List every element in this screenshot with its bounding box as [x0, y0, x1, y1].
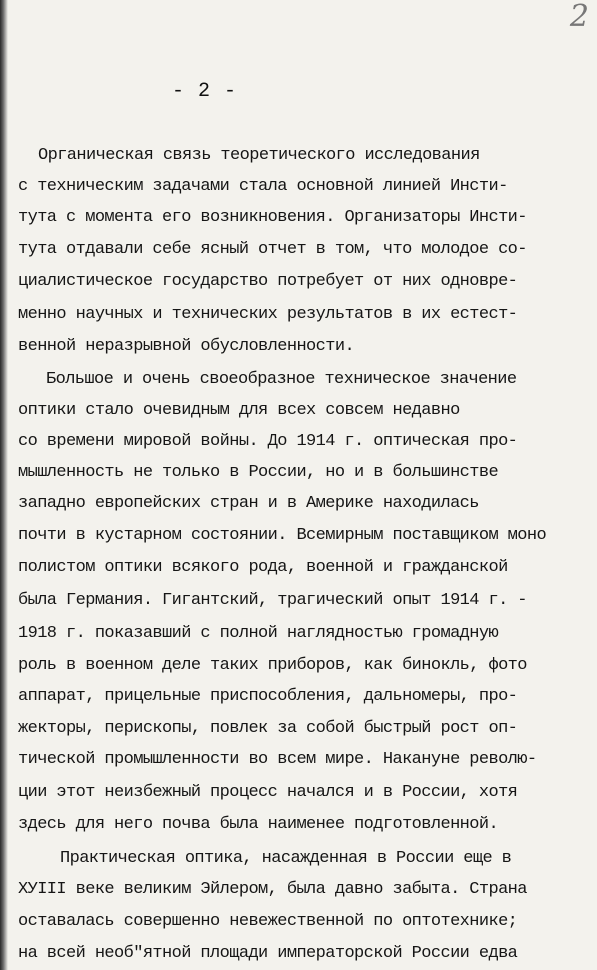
- text-line: аппарат, прицельные приспособления, дальномеры, про-: [18, 687, 518, 706]
- text-line: Большое и очень своеобразное техническое значение: [46, 370, 517, 389]
- text-line: оставалась совершенно невежественной по оптотехнике;: [18, 912, 518, 931]
- text-line: тической промышленности во всем мире. Накануне револю-: [18, 750, 537, 769]
- text-line: ции этот неизбежный процесс начался и в России, хотя: [18, 783, 518, 802]
- text-line: роль в военном деле таких приборов, как бинокль, фото: [18, 656, 527, 675]
- text-line: со времени мировой войны. До 1914 г. оптическая про-: [18, 432, 518, 451]
- text-line: оптики стало очевидным для всех совсем недавно: [18, 401, 460, 420]
- text-line: циалистическое государство потребует от них одновре-: [18, 272, 518, 291]
- text-line: венной неразрывной обусловленности.: [18, 337, 355, 356]
- text-line: западно европейских стран и в Америке находилась: [18, 494, 479, 513]
- text-line: Практическая оптика, насажденная в России еще в: [60, 849, 512, 868]
- text-line: жекторы, перископы, повлек за собой быстрый рост оп-: [18, 719, 518, 738]
- text-line: тута отдавали себе ясный отчет в том, что молодое со-: [18, 240, 527, 259]
- text-line: была Германия. Гигантский, трагический опыт 1914 г. -: [18, 591, 527, 610]
- text-line: ХУIII веке великим Эйлером, была давно забыта. Страна: [18, 880, 527, 899]
- page-number: - 2 -: [172, 80, 238, 103]
- text-line: здесь для него почва была наименее подготовленной.: [18, 815, 499, 834]
- text-line: 1918 г. показавший с полной наглядностью громадную: [18, 624, 499, 643]
- text-line: полистом оптики всякого рода, военной и гражданской: [18, 558, 508, 577]
- text-line: почти в кустарном состоянии. Всемирным поставщиком моно: [18, 526, 547, 545]
- text-line: с техническим задачами стала основной линией Инсти-: [18, 177, 508, 196]
- text-line: мышленность не только в России, но и в большинстве: [18, 463, 499, 482]
- corner-page-number: 2: [569, 0, 589, 34]
- text-line: тута с момента его возникновения. Организаторы Инсти-: [18, 208, 527, 227]
- text-line: Органическая связь теоретического исследования: [38, 146, 480, 165]
- text-line: на всей необ"ятной площади императорской России едва: [18, 944, 518, 963]
- text-line: менно научных и технических результатов в их естест-: [18, 305, 518, 324]
